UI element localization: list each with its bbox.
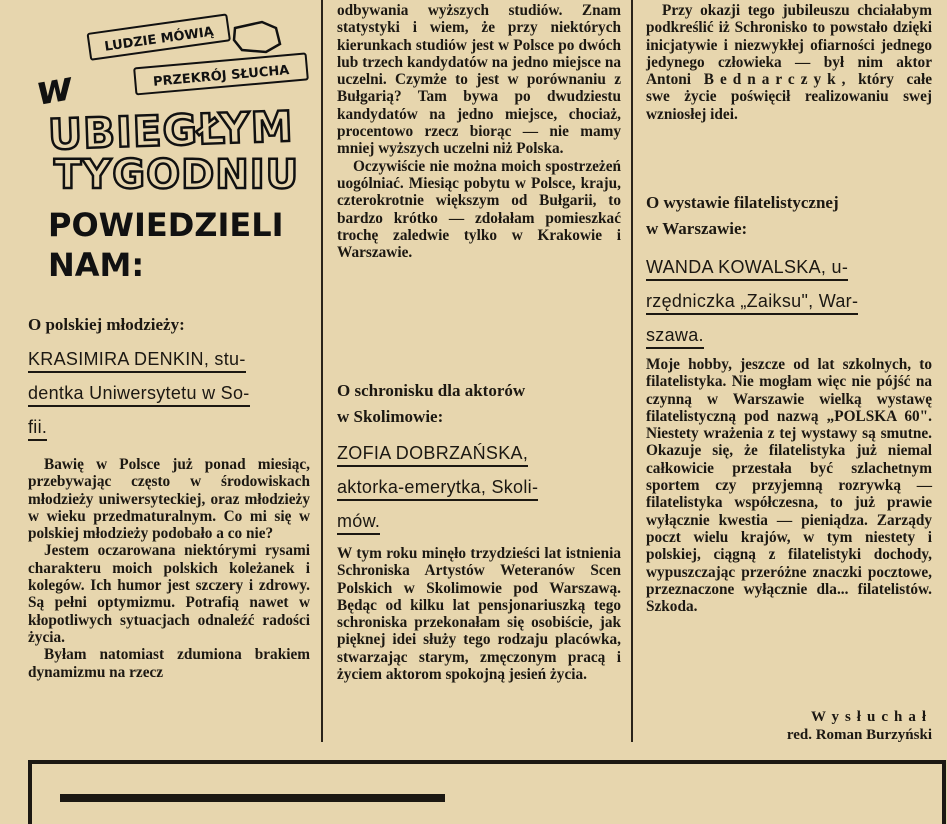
speaker-line: mów. [337,511,380,535]
speaker-line: rzędniczka „Zaiksu", War- [646,291,858,315]
tag-przekroj-slucha: PRZEKRÓJ SŁUCHA [152,62,290,90]
article-body [646,2,932,123]
masthead-banner [30,6,320,96]
masthead-line2: TYGODNIU [54,152,300,198]
speaker-line: ZOFIA DOBRZAŃSKA, [337,443,528,467]
article-body [646,356,932,615]
paragraph: Moje hobby, jeszcze od lat szkolnych, to filatelistyka. Nie mogłam więc nie pójść na czynną w Warszawie wielką wystawę filatelistyczną pod nazwą „POLSKA 60". Niestety wrażenia z tej wystawy są smutne. Okazuje się, że filatelistyka już niemal całkowicie przestała być szlachetnym sportem czy przyjemną rozrywką — filatelistyka współczesna, to już prawie wyłącznie kwestia — pieniądza. Zarządy poczt wielu krajów, w tym niestety i polskiej, ciągną z filatelistyki dochody, wypuszczając przeróżne znaczki pocztowe, przeznaczone wyłącznie dla... filatelistów. Szkoda. [646,356,932,616]
next-article-bar [60,794,445,802]
speaker-line: fii. [28,417,47,441]
speaker-credit [28,342,310,444]
article-body [337,545,621,683]
column-divider [631,0,633,742]
byline [646,708,932,744]
paragraph: Oczywiście nie można moich spostrzeżeń uogólniać. Miesiąc pobytu w Polsce, kraju, czterokrotnie większym od Bułgarii, to bardzo krótko — zdołałam pomieszkać trochę zaledwie tylko w Krakowie i Warszawie. [337,157,621,262]
paragraph-text: Przy okazji tego jubileuszu chciałabym podkreślić iż Schronisko to powstało dzięki inicjatywie i niezwykłej ofiarności jednego jedynego człowieka — był nim aktor Antoni [646,2,932,89]
byline-label: Wysłuchał [811,709,932,725]
speaker-line: aktorka-emerytka, Skoli- [337,477,538,501]
speaker-credit [337,436,621,538]
byline-author: red. Roman Burzyński [786,727,932,743]
masthead-line1: UBIEGŁYM [47,101,295,160]
masthead-w: w [32,63,77,115]
topic-heading: O polskiej młodzieży: [28,315,185,334]
speaker-line: WANDA KOWALSKA, u- [646,257,848,281]
paragraph: W tym roku minęło trzydzieści lat istnienia Schroniska Artystów Weteranów Scen Polskich w Skolimowie pod Warszawą. Będąc od kilku lat pensjonariuszką tego schroniska przekonałam się osobiście, jak pięknej idei służy tego rodzaju placówka, stwarzając starym, zmęczonym pracą i życiem aktorom spokojną jesień życia. [337,545,621,684]
masthead [30,6,320,296]
next-article-frame [28,760,946,824]
spaced-name: Bednarczyk [703,71,842,89]
paragraph: Bawię w Polsce już ponad miesiąc, przebywając często w środowiskach młodzieży uniwersyteckiej, oraz młodzieży w wieku przedmaturalnym. Co mi się w polskiej młodzieży podobało a co nie? [28,456,310,543]
topic-line: O schronisku dla aktorów [337,381,526,400]
paragraph-text: , który całe swe życie poświęcił realizowaniu swej wzniosłej idei. [646,71,933,123]
topic-line: O wystawie filatelistycznej [646,193,839,212]
paragraph [646,2,932,123]
paragraph: odbywania wyższych studiów. Znam statystyki i wiem, że przy niektórych kierunkach studiów jest w Polsce po dwóch lub trzech kandydatów na jedno miejsce na uczelni. Czymże to jest w porównaniu z Bułgarią? Tam bywa po dwudziestu kandydatów na jedno miejsce, chociaż, procentowo rzecz biorąc — nie mamy mniej wyższych uczelni niż Polska. [337,2,621,158]
column-divider [321,0,323,742]
speaker-credit [646,250,932,352]
speaker-line: KRASIMIRA DENKIN, stu- [28,349,246,373]
speaker-line: szawa. [646,325,704,349]
topic-heading [646,190,932,242]
paragraph: Byłam natomiast zdumiona brakiem dynamizmu na rzecz [28,646,310,681]
masthead-line3: POWIEDZIELI [48,206,284,244]
scroll-ornament-icon [234,22,280,52]
topic-heading [337,378,621,430]
topic-line: w Skolimowie: [337,407,444,426]
tag-ludzie-mowia: LUDZIE MÓWIĄ [103,24,215,55]
masthead-line4: NAM: [48,246,145,284]
topic-line: w Warszawie: [646,219,748,238]
article-body [337,2,621,261]
paragraph: Jestem oczarowana niektórymi rysami charakteru moich polskich koleżanek i kolegów. Ich humor jest szczery i zdrowy. Są pełni optymizmu. Potrafią nawet w kłopotliwych sytuacjach odnaleźć radości życia. [28,542,310,646]
speaker-line: dentka Uniwersytetu w So- [28,383,250,407]
article-body [28,456,310,681]
